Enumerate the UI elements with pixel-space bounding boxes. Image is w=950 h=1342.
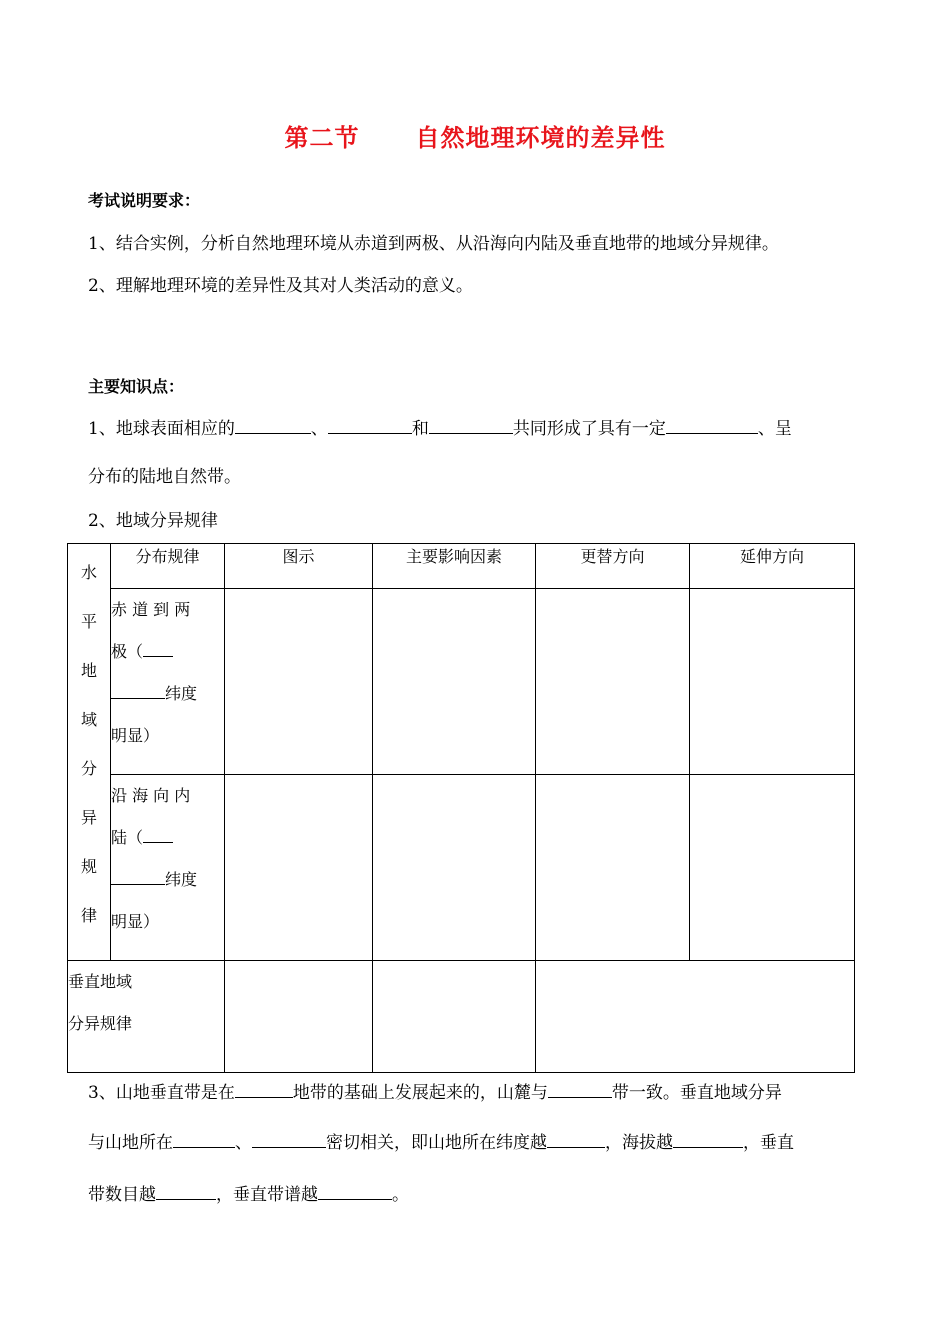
fill-blank[interactable] — [548, 1080, 612, 1098]
cell-factors[interactable] — [373, 961, 536, 1073]
exam-requirements-heading: 考试说明要求： — [88, 191, 201, 210]
fill-blank[interactable] — [143, 638, 173, 657]
knowledge-item-3-line3: 带数目越 ，垂直带谱越 。 — [88, 1180, 409, 1205]
distribution-coast-inland: 沿 海 向 内 陆（ 纬度 明显） — [111, 775, 225, 961]
knowledge-item-1: 1、地球表面相应的 、 和 共同形成了具有一定 、呈 — [88, 414, 792, 439]
fill-blank[interactable] — [547, 1130, 605, 1148]
cell-direction-merged[interactable] — [536, 961, 855, 1073]
section-number: 第二节 — [284, 124, 360, 152]
fill-blank[interactable] — [173, 1130, 235, 1148]
header-change-direction: 更替方向 — [536, 544, 690, 589]
knowledge-item-3: 3、山地垂直带是在 地带的基础上发展起来的，山麓与 带一致。垂直地域分异 — [88, 1078, 782, 1103]
knowledge-item-3-line2: 与山地所在 、 密切相关，即山地所在纬度越 ，海拔越 ，垂直 — [88, 1128, 794, 1153]
cell-diagram[interactable] — [225, 961, 373, 1073]
fill-blank[interactable] — [666, 416, 758, 434]
table-row-coast-inland — [68, 775, 855, 961]
header-diagram: 图示 — [225, 544, 373, 589]
cell-diagram[interactable] — [225, 589, 373, 775]
exam-item-2: 2、理解地理环境的差异性及其对人类活动的意义。 — [88, 276, 473, 296]
fill-blank[interactable] — [235, 1080, 293, 1098]
knowledge-item-2: 2、地域分异规律 — [88, 511, 218, 531]
cell-factors[interactable] — [373, 775, 536, 961]
vertical-label-cell: 垂直地域 分异规律 — [68, 961, 225, 1073]
fill-blank[interactable] — [328, 416, 412, 434]
horizontal-label-cell: 水 平 地 域 分 异 规 律 — [68, 544, 111, 961]
cell-diagram[interactable] — [225, 775, 373, 961]
fill-blank[interactable] — [143, 824, 173, 843]
page-title — [0, 118, 950, 153]
cell-change-direction[interactable] — [536, 775, 690, 961]
fill-blank[interactable] — [111, 866, 165, 885]
distribution-equator-poles: 赤 道 到 两 极（ 纬度 明显） — [111, 589, 225, 775]
knowledge-item-1-cont: 分布的陆地自然带。 — [88, 467, 241, 487]
fill-blank[interactable] — [235, 416, 311, 434]
table-row-equator-poles — [68, 589, 855, 775]
fill-blank[interactable] — [318, 1182, 392, 1200]
zonal-differentiation-table — [67, 543, 855, 1073]
fill-blank[interactable] — [111, 680, 165, 699]
fill-blank[interactable] — [252, 1130, 326, 1148]
cell-change-direction[interactable] — [536, 589, 690, 775]
header-extend-direction: 延伸方向 — [690, 544, 855, 589]
knowledge-heading: 主要知识点： — [88, 377, 185, 396]
exam-item-1: 1、结合实例，分析自然地理环境从赤道到两极、从沿海向内陆及垂直地带的地域分异规律。 — [88, 234, 779, 254]
table-header-row — [68, 544, 855, 589]
header-factors: 主要影响因素 — [373, 544, 536, 589]
table-row-vertical — [68, 961, 855, 1073]
cell-extend-direction[interactable] — [690, 775, 855, 961]
fill-blank[interactable] — [429, 416, 513, 434]
fill-blank[interactable] — [673, 1130, 743, 1148]
header-distribution: 分布规律 — [111, 544, 225, 589]
cell-extend-direction[interactable] — [690, 589, 855, 775]
cell-factors[interactable] — [373, 589, 536, 775]
section-name: 自然地理环境的差异性 — [415, 124, 666, 152]
fill-blank[interactable] — [156, 1182, 216, 1200]
